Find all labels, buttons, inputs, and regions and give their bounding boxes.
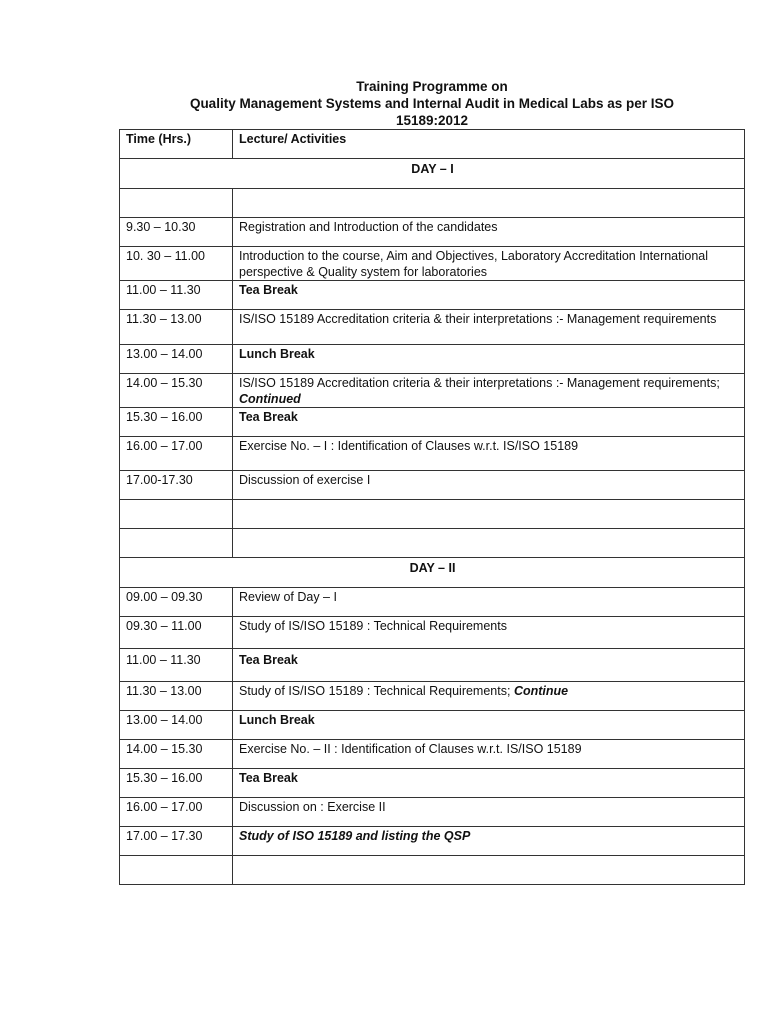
row-activity: Tea Break: [233, 408, 745, 437]
row-time: 16.00 – 17.00: [120, 437, 233, 471]
table-row: [120, 374, 745, 408]
row-time: 9.30 – 10.30: [120, 218, 233, 247]
table-row: [120, 740, 745, 769]
row-time: 13.00 – 14.00: [120, 711, 233, 740]
row-activity: Lunch Break: [233, 711, 745, 740]
table-row: [120, 856, 745, 885]
table-row: [120, 682, 745, 711]
header-time: Time (Hrs.): [120, 130, 233, 159]
table-row: [120, 345, 745, 374]
document-title: [118, 78, 746, 129]
row-time: 11.00 – 11.30: [120, 649, 233, 682]
activity-text: Study of IS/ISO 15189 : Technical Requirements;: [239, 684, 511, 698]
row-time: 15.30 – 16.00: [120, 408, 233, 437]
day-row: [120, 558, 745, 588]
table-row: [120, 529, 745, 558]
row-time: 11.30 – 13.00: [120, 682, 233, 711]
table-row: [120, 711, 745, 740]
table-row: [120, 769, 745, 798]
activity-text: IS/ISO 15189 Accreditation criteria & their interpretations :- Management requirements;: [239, 376, 720, 390]
row-time: 15.30 – 16.00: [120, 769, 233, 798]
row-activity: Introduction to the course, Aim and Objectives, Laboratory Accreditation International perspective & Quality system for laboratories: [233, 247, 745, 281]
row-activity: Review of Day – I: [233, 588, 745, 617]
row-time: 14.00 – 15.30: [120, 740, 233, 769]
table-row: [120, 218, 745, 247]
row-activity: Discussion of exercise I: [233, 471, 745, 500]
table-row: [120, 281, 745, 310]
row-activity: [233, 529, 745, 558]
table-row: [120, 408, 745, 437]
row-activity: [233, 189, 745, 218]
row-time: 09.30 – 11.00: [120, 617, 233, 649]
activity-emphasis: Continue: [513, 684, 569, 698]
row-activity: Lunch Break: [233, 345, 745, 374]
title-line-1: Training Programme on: [356, 79, 508, 94]
day-1-label: DAY – I: [120, 159, 745, 189]
row-activity: [233, 500, 745, 529]
row-time: 09.00 – 09.30: [120, 588, 233, 617]
header-activity: Lecture/ Activities: [233, 130, 745, 159]
row-time: 10. 30 – 11.00: [120, 247, 233, 281]
table-row: [120, 798, 745, 827]
row-time: [120, 189, 233, 218]
row-time: [120, 856, 233, 885]
table-row: [120, 827, 745, 856]
row-time: 16.00 – 17.00: [120, 798, 233, 827]
row-activity: [233, 856, 745, 885]
table-row: [120, 471, 745, 500]
table-row: [120, 247, 745, 281]
row-activity: Exercise No. – I : Identification of Clauses w.r.t. IS/ISO 15189: [233, 437, 745, 471]
row-time: 17.00-17.30: [120, 471, 233, 500]
row-time: [120, 529, 233, 558]
table-row: [120, 649, 745, 682]
title-line-3: 15189:2012: [395, 113, 469, 128]
title-line-2: Quality Management Systems and Internal Audit in Medical Labs as per ISO: [189, 96, 675, 111]
row-activity: Tea Break: [233, 649, 745, 682]
row-time: 11.30 – 13.00: [120, 310, 233, 345]
row-time: 17.00 – 17.30: [120, 827, 233, 856]
row-activity: Study of IS/ISO 15189 : Technical Requirements: [233, 617, 745, 649]
day-2-label: DAY – II: [120, 558, 745, 588]
row-activity: Exercise No. – II : Identification of Clauses w.r.t. IS/ISO 15189: [233, 740, 745, 769]
row-activity: IS/ISO 15189 Accreditation criteria & their interpretations :- Management requirements: [233, 310, 745, 345]
day-row: [120, 159, 745, 189]
table-row: [120, 500, 745, 529]
row-activity: [233, 682, 745, 711]
table-row: [120, 189, 745, 218]
table-row: [120, 310, 745, 345]
table-row: [120, 437, 745, 471]
row-activity: Tea Break: [233, 769, 745, 798]
row-time: 11.00 – 11.30: [120, 281, 233, 310]
schedule-table: [119, 129, 745, 885]
table-header-row: [120, 130, 745, 159]
row-time: 14.00 – 15.30: [120, 374, 233, 408]
table-row: [120, 617, 745, 649]
row-activity: Registration and Introduction of the candidates: [233, 218, 745, 247]
activity-emphasis: Continued: [239, 392, 301, 406]
row-activity: Tea Break: [233, 281, 745, 310]
row-activity: Discussion on : Exercise II: [233, 798, 745, 827]
row-activity: [233, 374, 745, 408]
table-row: [120, 588, 745, 617]
row-time: [120, 500, 233, 529]
row-time: 13.00 – 14.00: [120, 345, 233, 374]
row-activity: Study of ISO 15189 and listing the QSP: [233, 827, 745, 856]
